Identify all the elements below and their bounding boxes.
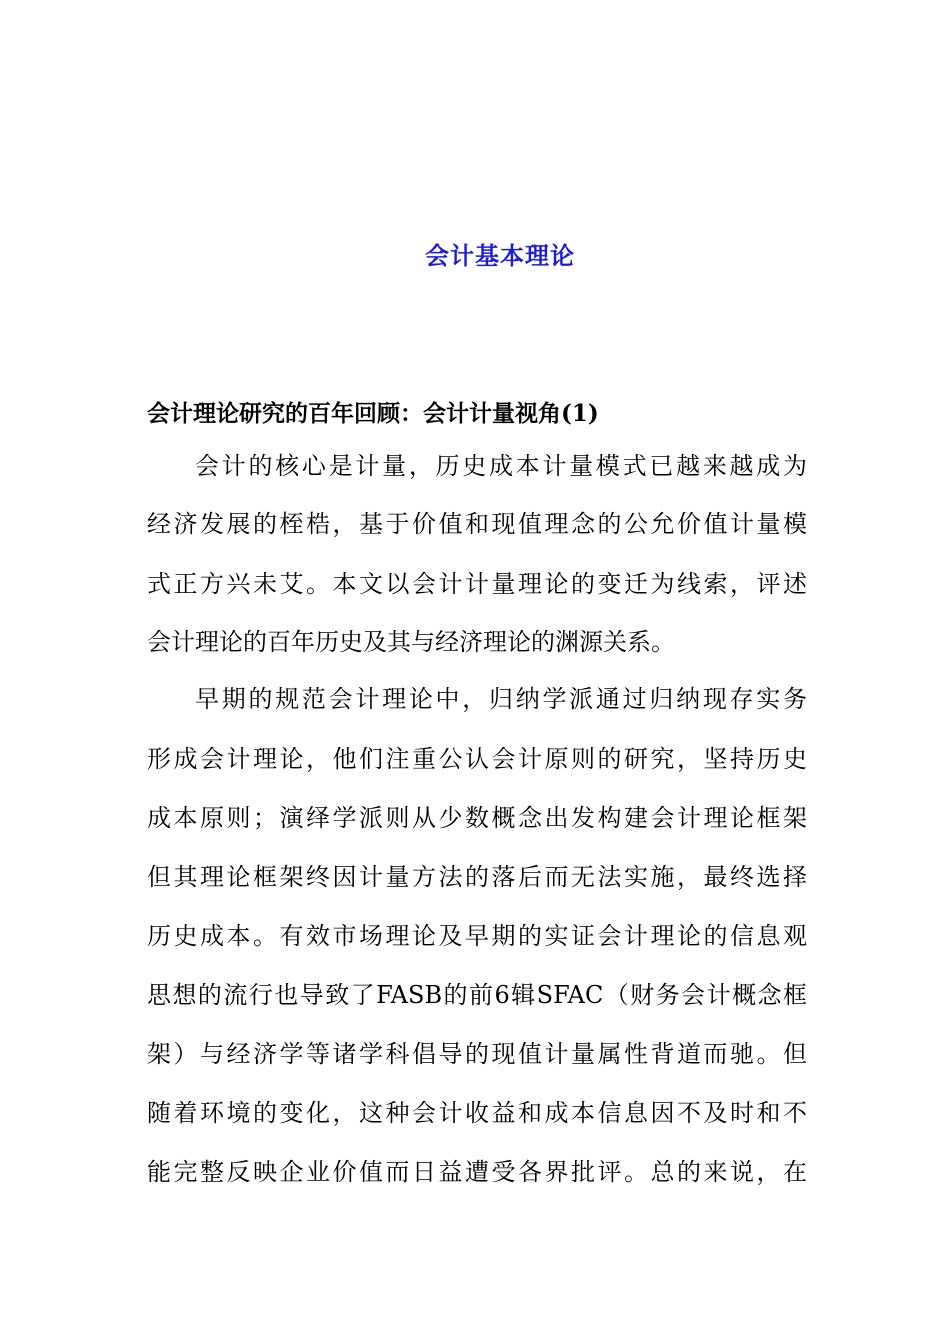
paragraph-2-line: 思想的流行也导致了FASB的前6辑SFAC（财务会计概念框 xyxy=(147,981,807,1009)
paragraph-2-line: 能完整反映企业价值而日益遭受各界批评。总的来说，在 xyxy=(147,1158,807,1186)
paragraph-2-line: 成本原则；演绎学派则从少数概念出发构建会计理论框架 xyxy=(147,804,807,832)
document-title: 会计基本理论 xyxy=(425,241,575,270)
paragraph-1-line: 会计理论的百年历史及其与经济理论的渊源关系。 xyxy=(147,628,675,656)
paragraph-2-line: 但其理论框架终因计量方法的落后而无法实施，最终选择 xyxy=(147,863,807,891)
paragraph-2-line: 形成会计理论，他们注重公认会计原则的研究，坚持历史 xyxy=(147,745,807,773)
paragraph-2-line: 随着环境的变化，这种会计收益和成本信息因不及时和不 xyxy=(147,1099,807,1127)
paragraph-2-line: 早期的规范会计理论中，归纳学派通过归纳现存实务 xyxy=(195,685,807,713)
paragraph-2-line: 架）与经济学等诸学科倡导的现值计量属性背道而驰。但 xyxy=(147,1040,807,1068)
paragraph-1-line: 会计的核心是计量，历史成本计量模式已越来越成为 xyxy=(195,452,807,480)
paragraph-1-line: 式正方兴未艾。本文以会计计量理论的变迁为线索，评述 xyxy=(147,570,807,598)
paragraph-1-line: 经济发展的桎梏，基于价值和现值理念的公允价值计量模 xyxy=(147,510,807,538)
paragraph-2-line: 历史成本。有效市场理论及早期的实证会计理论的信息观 xyxy=(147,922,807,950)
section-heading: 会计理论研究的百年回顾：会计计量视角(1) xyxy=(147,400,599,427)
